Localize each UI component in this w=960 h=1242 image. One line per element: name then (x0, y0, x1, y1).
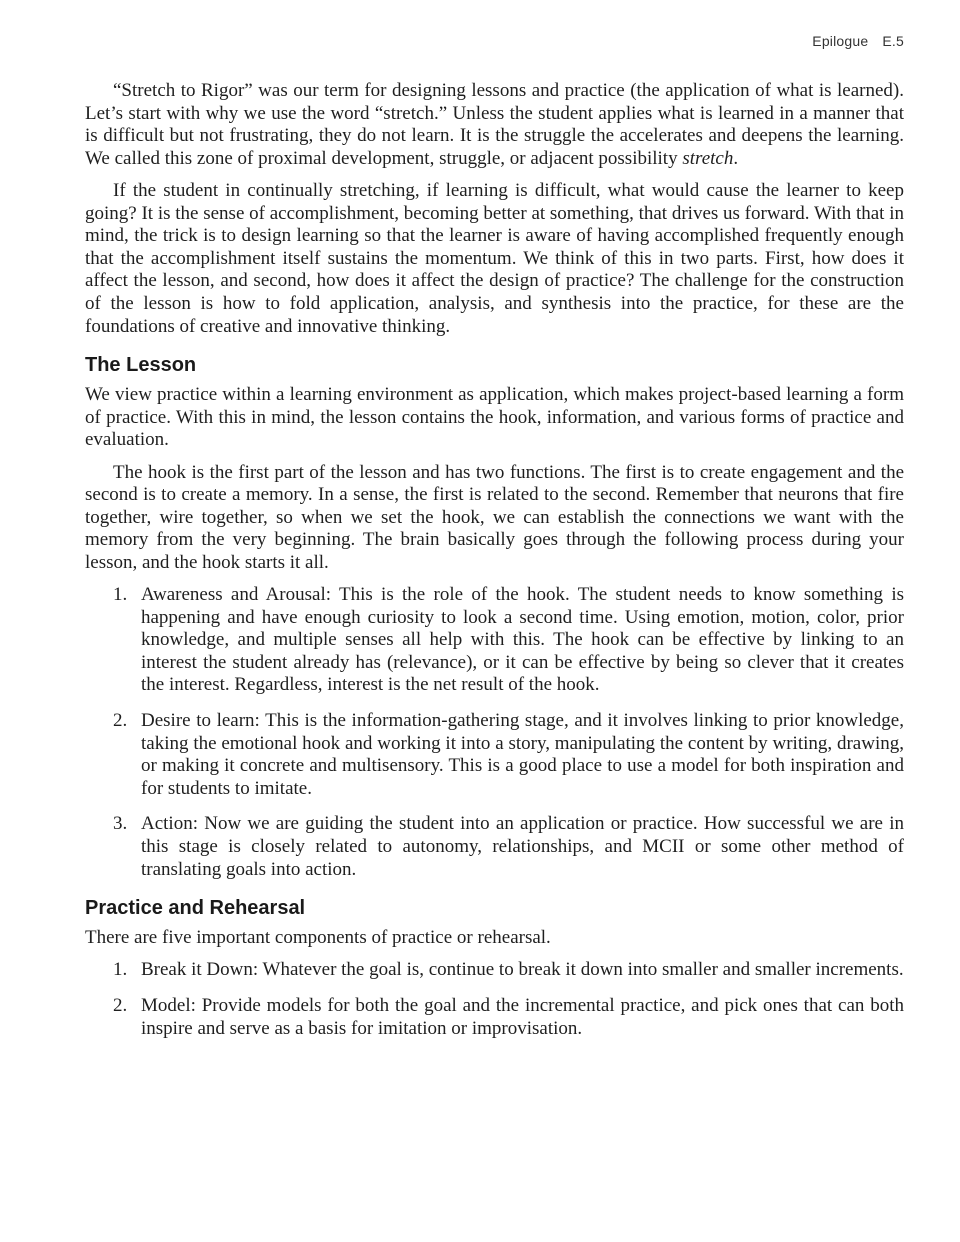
body-text (85, 80, 904, 1053)
list-item-number: 2. (113, 710, 128, 732)
list-item-number: 2. (113, 994, 128, 1016)
list-item-number: 1. (113, 959, 128, 981)
lesson-process-list (85, 584, 904, 881)
list-item-text: Desire to learn: This is the information-gathering stage, and it involves linking to prior knowledge, taking the emotional hook and working it into a story, manipulating the content by writing, drawing, or making it concrete and multisensory. This is a good place to use a model for both inspiration and for students to imitate. (141, 710, 904, 799)
header-section-title: Epilogue (812, 33, 869, 49)
list-item-text: Awareness and Arousal: This is the role of the hook. The student needs to know something is happening and have enough curiosity to look a second time. Using emotion, motion, color, prior knowledge, and multiple senses all help with this. The hook can be effective by linking to an interest the student already has (relevance), or it can be effective by being so clever that it creates the interest. Regardless, interest is the net result of the hook. (141, 584, 904, 696)
intro-italic-term: stretch (682, 147, 734, 169)
section-heading-practice: Practice and Rehearsal (85, 897, 306, 920)
list-item (85, 710, 904, 800)
practice-paragraph-1: There are five important components of practice or rehearsal. (85, 927, 551, 949)
list-item-text: Action: Now we are guiding the student into an application or practice. How successful we are in this stage is closely related to autonomy, relationships, and MCII or some other method of translating goals into action. (141, 813, 904, 880)
list-item-number: 1. (113, 584, 128, 606)
lesson-paragraph-2: The hook is the first part of the lesson and has two functions. The first is to create engagement and the second is to create a memory. In a sense, the first is related to the second. Remember that neurons that fire together, wire together, so when we set the hook, we can establish the connections we want with the memory from the very beginning. The brain basically goes through the following process during your lesson, and the hook starts it all. (85, 461, 904, 573)
list-item (85, 584, 904, 697)
practice-components-list (85, 959, 904, 1040)
running-header (812, 33, 904, 49)
list-item (85, 959, 904, 982)
intro-paragraph-1-text: “Stretch to Rigor” was our term for designing lessons and practice (the application of what is learned). Let’s start with why we use the word “stretch.” Unless the student applies what is learned in a manner that is difficult but not frustrating, they do not learn. It is the struggle the accelerates and deepens the learning. We called this zone of proximal development, struggle, or adjacent possibility (85, 80, 904, 169)
list-item (85, 995, 904, 1040)
section-heading-lesson: The Lesson (85, 354, 197, 377)
intro-paragraph-1-end: . (733, 147, 739, 169)
list-item (85, 813, 904, 881)
page-number: E.5 (882, 33, 904, 49)
intro-paragraph-1 (85, 80, 904, 170)
intro-paragraph-2: If the student in continually stretching, if learning is difficult, what would cause the learner to keep going? It is the sense of accomplishment, becoming better at something, that drives us forward. With that in mind, the trick is to design learning so that the learner is aware of having accomplished frequently enough that the accomplishment itself sustains the momentum. We think of this in two parts. First, how does it affect the lesson, and second, how does it affect the design of practice? The challenge for the construction of the lesson is how to fold application, analysis, and synthesis into the practice, for these are the foundations of creative and innovative thinking. (85, 179, 904, 337)
list-item-text: Break it Down: Whatever the goal is, continue to break it down into smaller and smaller increments. (141, 959, 904, 981)
list-item-text: Model: Provide models for both the goal and the incremental practice, and pick ones that can both inspire and serve as a basis for imitation or improvisation. (141, 994, 904, 1039)
list-item-number: 3. (113, 813, 128, 835)
lesson-paragraph-1: We view practice within a learning environment as application, which makes project-based learning a form of practice. With this in mind, the lesson contains the hook, information, and various forms of practice and evaluation. (85, 384, 904, 451)
